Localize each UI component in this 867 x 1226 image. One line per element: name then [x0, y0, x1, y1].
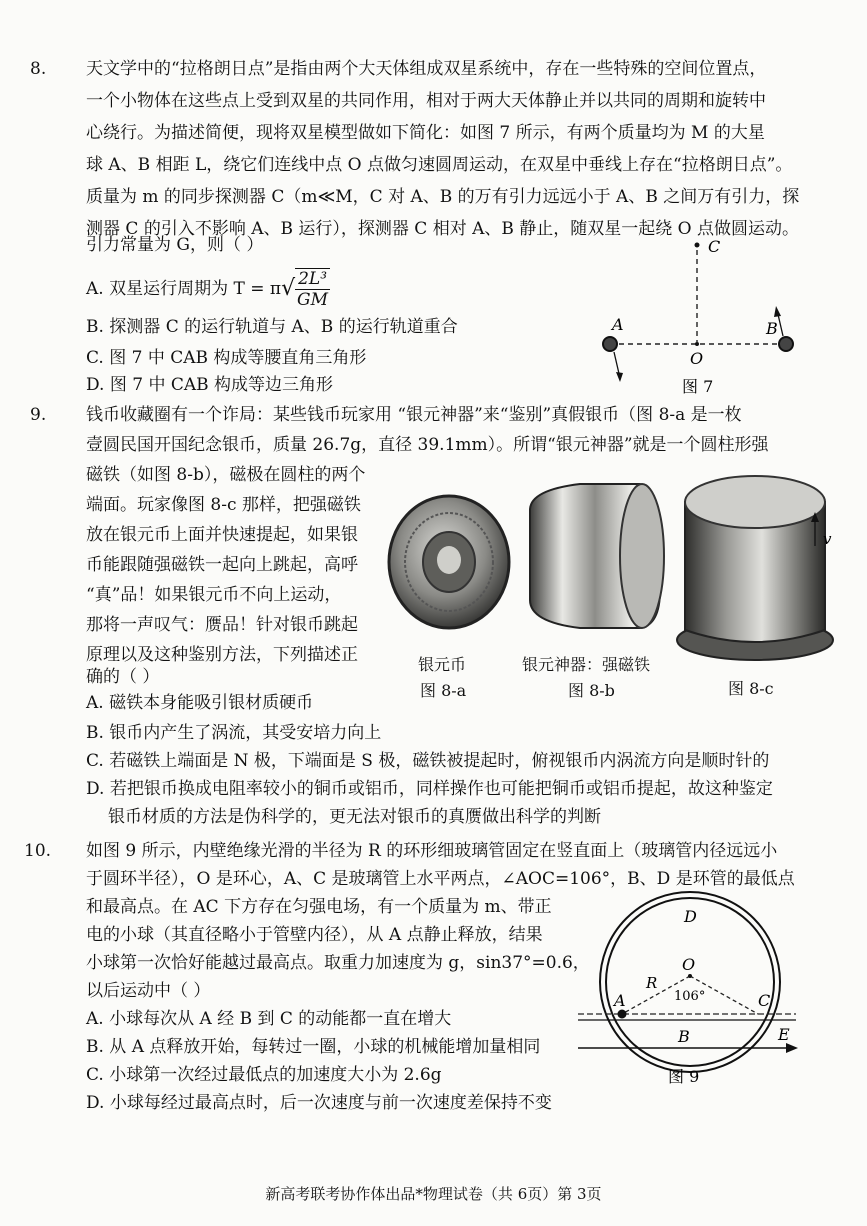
magnet-end-face	[620, 484, 664, 628]
label-c-point: C	[758, 991, 771, 1010]
label-b-point: B	[678, 1027, 690, 1046]
q8-line-5: 质量为 m 的同步探测器 C（m≪M，C 对 A、B 的万有引力远远小于 A、B 之间万有引力，探	[86, 187, 800, 207]
sqrt-symbol: √	[281, 276, 296, 302]
arrow-head-b-icon	[774, 306, 781, 317]
center-o-point	[688, 974, 692, 978]
figure-8b-label: 银元神器：强磁铁	[522, 655, 651, 674]
q8-option-a-fraction	[295, 268, 330, 311]
q9-line-4: 端面。玩家像图 8-c 那样，把强磁铁	[86, 495, 361, 515]
q9-line-9: 原理以及这种鉴别方法，下列描述正	[86, 645, 358, 665]
figure-8b-magnet-photo	[520, 470, 670, 640]
q9-number: 9.	[30, 405, 47, 425]
label-c: C	[708, 237, 721, 256]
label-o: O	[690, 349, 704, 368]
q8-option-d: D. 图 7 中 CAB 构成等边三角形	[86, 375, 334, 395]
field-arrow-icon	[786, 1043, 798, 1053]
q8-line-3: 心绕行。为描述简便，现将双星模型做如下简化：如图 7 所示，有两个质量均为 M 的大星	[86, 123, 765, 143]
q8-option-a	[86, 268, 330, 311]
cylinder-top	[685, 476, 825, 528]
q8-line-4: 球 A、B 相距 L，绕它们连线中点 O 点做匀速圆周运动，在双星中垂线上存在“拉格朗日点”。	[86, 155, 793, 175]
figure-8c-magnet-on-coin-photo	[675, 462, 850, 667]
q9-option-d-2: 银币材质的方法是伪科学的，更无法对银币的真赝做出科学的判断	[108, 807, 601, 827]
figure-7-caption: 图 7	[682, 377, 714, 396]
coin-glyph	[437, 546, 461, 574]
q9-line-8: 那将一声叹气：赝品！针对银币跳起	[86, 615, 358, 635]
q8-option-a-numerator: 2L³	[295, 269, 330, 290]
center-o	[695, 342, 699, 346]
q10-line-1: 如图 9 所示，内壁绝缘光滑的半径为 R 的环形细玻璃管固定在竖直面上（玻璃管内径远远小	[86, 841, 778, 861]
figure-9-caption: 图 9	[668, 1067, 700, 1086]
label-o-center: O	[682, 955, 696, 974]
label-r: R	[646, 974, 658, 992]
q9-option-d-1: D. 若把银币换成电阻率较小的铜币或铝币，同样操作也可能把铜币或铝币提起，故这种鉴定	[86, 779, 773, 799]
q10-line-6: 以后运动中（ ）	[86, 981, 211, 1001]
q9-option-a: A. 磁铁本身能吸引银材质硬币	[86, 693, 314, 713]
q10-line-2: 于圆环半径），O 是环心，A、C 是玻璃管上水平两点，∠AOC=106°，B、D 是环管的最低点	[86, 869, 795, 889]
q8-line-6: 测器 C 的引入不影响 A、B 运行），探测器 C 相对 A、B 静止，随双星一起绕 O 点做圆运动。	[86, 219, 800, 239]
q10-option-b: B. 从 A 点释放开始，每转过一圈，小球的机械能增加量相同	[86, 1037, 541, 1057]
figure-8a-coin-photo	[385, 490, 515, 640]
q10-option-c: C. 小球第一次经过最低点的加速度大小为 2.6g	[86, 1065, 442, 1085]
label-angle: 106°	[674, 989, 706, 1004]
label-a: A	[612, 315, 624, 334]
q8-option-c: C. 图 7 中 CAB 构成等腰直角三角形	[86, 348, 367, 368]
ball	[618, 1010, 627, 1019]
label-e: E	[778, 1025, 790, 1044]
q9-option-c: C. 若磁铁上端面是 N 极，下端面是 S 极，磁铁被提起时，俯视银币内涡流方向是顺时针的	[86, 751, 770, 771]
q10-line-3: 和最高点。在 AC 下方存在匀强电场，有一个质量为 m、带正	[86, 897, 552, 917]
figure-8a-caption: 图 8-a	[420, 681, 467, 700]
label-a-point: A	[614, 991, 626, 1010]
q9-line-1: 钱币收藏圈有一个诈局：某些钱币玩家用 “银元神器”来“鉴别”真假银币（图 8-a 是一枚	[86, 405, 742, 425]
q8-line-1: 天文学中的“拉格朗日点”是指由两个大天体组成双星系统中，存在一些特殊的空间位置点，	[86, 59, 767, 79]
q8-line-2: 一个小物体在这些点上受到双星的共同作用，相对于两大天体静止并以共同的周期和旋转中	[86, 91, 766, 111]
q8-number: 8.	[30, 59, 47, 79]
label-v: v	[823, 530, 832, 548]
q10-number: 10.	[24, 841, 52, 861]
figure-9	[574, 890, 804, 1090]
probe-c	[695, 243, 700, 248]
figure-8a-label: 银元币	[418, 655, 467, 674]
q9-line-5: 放在银元币上面并快速提起，如果银	[86, 525, 358, 545]
q10-line-5: 小球第一次恰好能越过最高点。取重力加速度为 g，sin37°=0.6，	[86, 953, 590, 973]
star-b	[779, 337, 793, 351]
q8-option-a-text: A. 双星运行周期为 T = π	[86, 278, 282, 299]
q10-option-a: A. 小球每次从 A 经 B 到 C 的动能都一直在增大	[86, 1009, 452, 1029]
q9-line-3: 磁铁（如图 8-b），磁极在圆柱的两个	[86, 465, 366, 485]
arrow-head-a-icon	[616, 372, 623, 382]
figure-8c-caption: 图 8-c	[728, 679, 774, 698]
q9-line-7: “真”品！如果银元币不向上运动，	[86, 585, 342, 605]
q8-option-a-denominator: GM	[297, 290, 329, 311]
q8-option-b: B. 探测器 C 的运行轨道与 A、B 的运行轨道重合	[86, 317, 458, 337]
q9-line-10: 确的（ ）	[86, 667, 160, 687]
q10-option-d: D. 小球每经过最高点时，后一次速度与前一次速度差保持不变	[86, 1093, 552, 1113]
q9-line-2: 壹圆民国开国纪念银币，质量 26.7g，直径 39.1mm）。所谓“银元神器”就是一个圆柱形强	[86, 435, 769, 455]
q8-line-7: 引力常量为 G，则（ ）	[86, 235, 264, 255]
label-b: B	[766, 319, 778, 338]
q10-line-4: 电的小球（其直径略小于管壁内径），从 A 点静止释放，结果	[86, 925, 543, 945]
figure-8b-caption: 图 8-b	[568, 681, 615, 700]
label-d: D	[684, 907, 697, 926]
q9-line-6: 币能跟随强磁铁一起向上跳起，高呼	[86, 555, 358, 575]
q9-option-b: B. 银币内产生了涡流，其受安培力向上	[86, 723, 382, 743]
figure-7	[590, 230, 810, 400]
page-footer: 新高考联考协作体出品*物理试卷（共 6页）第 3页	[265, 1185, 602, 1203]
star-a	[603, 337, 617, 351]
